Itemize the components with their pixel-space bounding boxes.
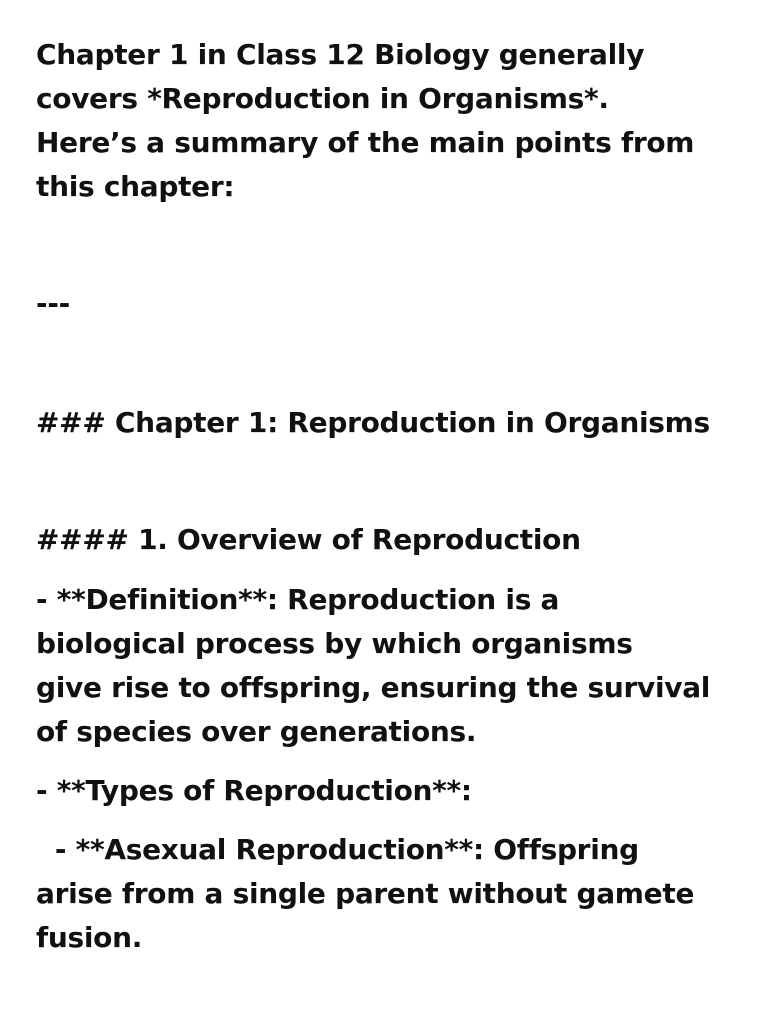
intro-line-3: Here’s a summary of the main points from xyxy=(36,126,695,159)
intro-line-2: covers *Reproduction in Organisms*. xyxy=(36,82,609,115)
definition-line-3: give rise to offspring, ensuring the survival xyxy=(36,671,711,704)
definition-line-1: - **Definition**: Reproduction is a xyxy=(36,583,560,616)
section-heading: #### 1. Overview of Reproduction xyxy=(36,523,581,556)
asexual-line-1: - **Asexual Reproduction**: Offspring xyxy=(36,833,639,866)
definition-line-4: of species over generations. xyxy=(36,715,477,748)
intro-line-1: Chapter 1 in Class 12 Biology generally xyxy=(36,38,645,71)
asexual-line-2: arise from a single parent without gamete xyxy=(36,877,695,910)
separator: --- xyxy=(36,287,70,320)
types-line: - **Types of Reproduction**: xyxy=(36,774,472,807)
intro-line-4: this chapter: xyxy=(36,170,235,203)
chapter-heading: ### Chapter 1: Reproduction in Organisms xyxy=(36,406,710,439)
definition-line-2: biological process by which organisms xyxy=(36,627,633,660)
asexual-line-3: fusion. xyxy=(36,921,143,954)
